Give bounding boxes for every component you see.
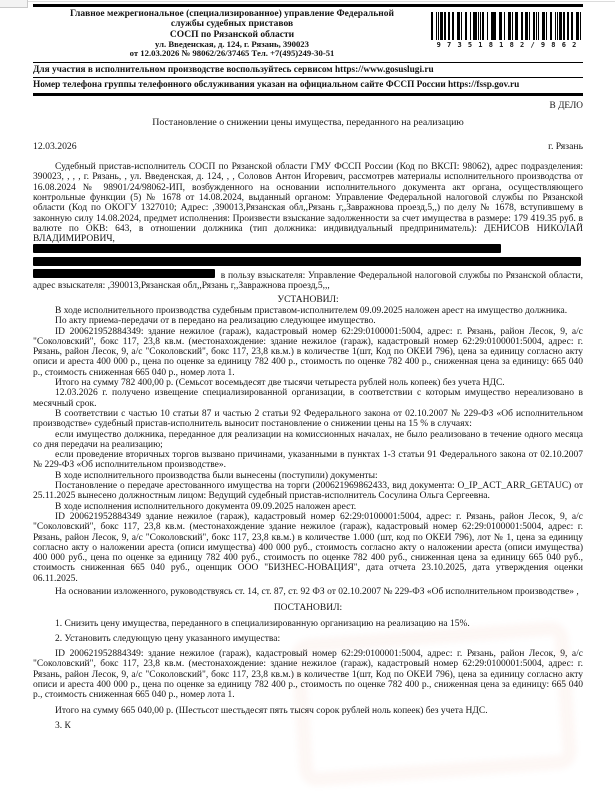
paragraph-arrest-date: В ходе исполнения исполнительного документа 09.09.2025 наложен арест. — [55, 501, 357, 512]
resolved-property-id: ID 200621952884349: здание нежилое (гараж), кадастровый номер 62:29:0100001:5004, адрес: г. Рязань, район Лесок, 9, а/с "Соколовский", бокс 117, 23,8 кв.м. (местонахождение: здание нежилое (гараж), кадастровый номер 62:29:0100001:5004, адрес: г. Рязань, район Лесок, 9, а/с "Соколовский", бокс 117, 23,8 кв.м.) в количестве 1(шт, Код по ОКЕИ 796), цена за единицу согласно акту описи и ареста 400 000 р., цена по оценке за единицу 782 400 р., стоимость по оценке 782 400 р., сниженная цена за единицу: 665 040 р., стоимость сниженная 665 040 р., номер лота 1. — [33, 649, 583, 701]
redaction-bar — [33, 269, 215, 278]
org-block — [33, 9, 431, 59]
redaction-bar — [33, 244, 501, 253]
paragraph-auction-resolution: Постановление о передаче арестованного имущества на торги (200621969862433, вид документа: O_IP_ACT_ARR_GETAUC) от 25.11.2025 вынесено должностным лицом: Ведущий судебный пристав-исполнитель Сосулина Ольга Сергеевна. — [33, 481, 583, 502]
barcode-digits: 9 7 3 5 1 8 1 8 2 / 9 8 6 2 — [436, 41, 578, 49]
paragraph-total-782400: Итого на сумму 782 400,00 р. (Семьсот восемьдесят две тысячи четыреста рублей ноль копеек) без учета НДС. — [55, 378, 505, 389]
intro-text-part1: Судебный пристав-исполнитель СОСП по Рязанской области ГМУ ФССП России (Код по ВКСП: 98062), адрес подразделения: 390023, , , , г. Рязань, , ул. Введенская, д. 124, , , Соловов Антон Игоревич, рассмотрев материалы исполнительного производства от 16.08.2024 № 98901/24/98062-ИП, возбужденного на основании исполнительного документа акт органа, осуществляющего контрольные функции (5) № 1678 от 14.08.2024, выданный органом: Управление Федеральной налоговой службы по Рязанской области (Код по ОКОГУ 1327010; Адрес: ,390013,Рязанская обл,,Рязань г,,Завражнова проезд,5,,) по делу № 1678, вступившему в законную силу 14.08.2024, предмет исполнения: Произвести взыскание задолженности за счет имущества в размере: 179 419.35 руб. в валюте по ОКВ: 643, в отношении должника (тип должника: индивидуальный предприниматель): ДЕНИСОВ НИКОЛАЙ ВЛАДИМИРОВИЧ, — [33, 162, 583, 245]
org-name-line1: Главное межрегиональное (специализированное) управление Федеральной — [70, 9, 394, 19]
scan-edge-line — [0, 1, 615, 2]
resolved-heading: ПОСТАНОВИЛ: — [273, 603, 343, 614]
paragraph-case-secondary-auction: если проведение вторичных торгов вызвано причинами, указанными в пунктах 1-3 статьи 91 Федерального закона от 02.10.2007 № 229-ФЗ «Об исполнительном производстве». — [33, 450, 583, 471]
case-mark: В ДЕЛО — [549, 101, 583, 112]
resolved-item-2: 2. Установить следующую цену указанного имущества: — [55, 633, 281, 644]
paragraph-arrest: В ходе исполнительного производства судебным приставом-исполнителем 09.09.2025 наложен арест на имущество должника. — [55, 305, 568, 316]
paragraph-legal-grounds: На основании изложенного, руководствуясь ст. 14, ст. 87, ст. 92 ФЗ от 02.10.2007 № 229-ФЗ «Об исполнительном производстве» , — [55, 586, 579, 597]
paragraph-property-id-2: ID 200621952884349 здание нежилое (гараж), кадастровый номер 62:29:0100001:5004, адрес: г. Рязань, район Лесок, 9, а/с "Соколовский", бокс 117, 23,8 кв.м. (местонахождение здание нежилое (гараж), кадастровый номер 62:29:0100001:5004, адрес: г. Рязань, район Лесок, 9, а/с "Соколовский", бокс 117, 23,8 кв.м.) в количестве 1.000 (шт, код по ОКЕИ 796), лот № 1, цена за единицу согласно акту о наложении ареста (описи имущества) 400 000 руб., стоимость согласно акту о наложении ареста (описи имущества) 400 000 руб., цена по оценке за единицу 782 400 руб., стоимость по оценке 782 400 руб., сниженная цена за единицу 665 040 руб., стоимость сниженная 665 040 руб., оценщик ООО "БИЗНЕС-НОВАЦИЯ", дата отчета 23.10.2025, дата утверждения оценки 06.11.2025. — [33, 511, 583, 584]
gosuslugi-notice: Для участия в исполнительном производстве воспользуйтесь сервисом https://www.gosuslugi.ru — [33, 63, 583, 78]
intro-text-part2: в пользу взыскателя: Управление Федеральной налоговой службы по Рязанской области, адрес взыскателя: ,390013,Рязанская обл,,Рязань г,,Завражнова проезд,5,,, — [33, 271, 583, 292]
document-date: 12.03.2026 — [33, 141, 77, 153]
document-body — [33, 162, 583, 731]
paragraph-law-basis: В соответствии с частью 10 статьи 87 и частью 2 статьи 92 Федерального закона от 02.10.2007 № 229-ФЗ «Об исполнительном производстве» судебный пристав-исполнитель выносит постановление о снижении цены на 15 % в случаях: — [33, 408, 583, 430]
document-title: Постановление о снижении цены имущества, переданного на реализацию — [152, 117, 464, 129]
paragraph-case-commission: если имущество должника, переданное для реализации на комиссионных началах, не было реализовано в течение одного месяца со дня передачи на реализацию; — [33, 429, 583, 450]
service-notices — [33, 62, 583, 96]
paragraph-property-id-1: ID 200621952884349: здание нежилое (гараж), кадастровый номер 62:29:0100001:5004, адрес: г. Рязань, район Лесок, 9, а/с "Соколовский", бокс 117, 23,8 кв.м. (местонахождение: здание нежилое (гараж), кадастровый номер 62:29:0100001:5004, адрес: г. Рязань, район Лесок, 9, а/с "Соколовский", бокс 117, 23,8 кв.м.) в количестве 1(шт, Код по ОКЕИ 796), цена за единицу согласно акту описи и ареста 400 000 р., цена по оценке за единицу 782 400 р., стоимость по оценке 782 400 р., сниженная цена за единицу: 665 040 р., стоимость сниженная 665 040 р., номер лота 1. — [33, 326, 583, 378]
redaction-bar — [33, 257, 581, 266]
top-rule — [33, 4, 583, 7]
letterhead — [33, 9, 583, 59]
intro-paragraph — [33, 162, 583, 292]
date-city-row — [33, 141, 583, 152]
resolved-item-3-truncated: 3. К — [55, 720, 71, 731]
document-city: г. Рязань — [548, 141, 583, 153]
org-address: ул. Введенская, д. 124, г. Рязань, 390023 — [155, 38, 309, 49]
fssp-phone-notice: Номер телефона группы телефонного обслуживания указан на официальном сайте ФССП России https://fssp.gov.ru — [33, 79, 520, 90]
barcode-block — [431, 9, 583, 59]
paragraph-notice-received: 12.03.2026 г. получено извещение специализированной организации, в соответствии с которым имущество нереализовано в месячный срок. — [33, 388, 583, 409]
org-name-line2: службы судебных приставов — [170, 19, 294, 30]
doc-ref-number: от 12.03.2026 № 98062/26/37465 Тел. +7(495)249-30-51 — [129, 48, 335, 59]
paragraph-transfer-act: По акту приема-передачи от в передано на реализацию следующее имущество. — [55, 316, 376, 327]
resolved-total-665040: Итого на сумму 665 040,00 р. (Шестьсот шестьдесят пять тысяч сорок рублей ноль копеек) без учета НДС. — [55, 705, 488, 716]
established-heading: УСТАНОВИЛ: — [277, 294, 339, 305]
resolved-item-1: 1. Снизить цену имущества, переданного в специализированную организацию на реализацию на 15%. — [55, 618, 470, 629]
barcode-image — [431, 12, 583, 40]
paragraph-documents-intro: В ходе исполнительного производства были вынесены (поступили) документы: — [55, 470, 378, 481]
org-name-line3: СОСП по Рязанской области — [169, 29, 295, 40]
